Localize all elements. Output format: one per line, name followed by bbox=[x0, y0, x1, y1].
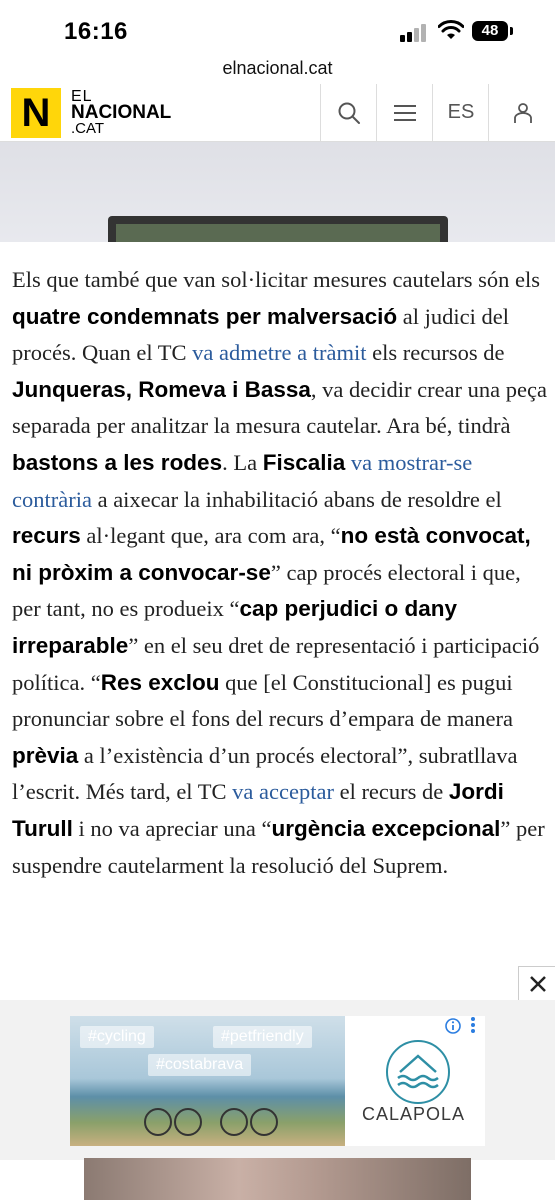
battery-icon bbox=[510, 27, 513, 35]
article-paragraph bbox=[12, 262, 552, 884]
menu-button[interactable] bbox=[376, 84, 433, 141]
article-text: ” per suspendre cautelarment la resolució del Suprem. bbox=[12, 815, 545, 878]
ad-banner[interactable] bbox=[70, 1016, 485, 1146]
article-text: al judici del procés. Quan el TC bbox=[12, 303, 509, 366]
status-bar bbox=[0, 0, 555, 54]
article-link[interactable]: va admetre a tràmit bbox=[192, 340, 367, 366]
article-bold-text: Res exclou bbox=[100, 669, 220, 695]
cellular-signal-icon bbox=[400, 24, 430, 42]
bicycle-wheel-icon bbox=[174, 1108, 202, 1136]
ad-options-icon[interactable] bbox=[470, 1016, 476, 1034]
article-bold-text: Jordi Turull bbox=[12, 779, 504, 841]
logo-line-nacional: NACIONAL bbox=[71, 102, 172, 123]
article-bold-text: Fiscalia bbox=[262, 449, 346, 475]
bicycle-wheel-icon bbox=[220, 1108, 248, 1136]
article-text: els recursos de bbox=[366, 340, 505, 366]
article-text: i no va apreciar una “ bbox=[72, 815, 272, 841]
ad-tag-cycling: #cycling bbox=[80, 1026, 154, 1048]
article-text: . La bbox=[222, 449, 263, 475]
article-text: ” cap procés electoral i que, per tant, no es produeix “ bbox=[12, 559, 521, 622]
article-link[interactable]: va mostrar-se contrària bbox=[12, 449, 473, 512]
ad-banner-area bbox=[0, 1000, 555, 1160]
bicycle-wheel-icon bbox=[250, 1108, 278, 1136]
user-button[interactable] bbox=[488, 84, 555, 141]
article-bold-text: Junqueras, Romeva i Bassa bbox=[12, 376, 311, 402]
article-text: a l’existència d’un procés electoral”, subratllava l’escrit. Més tard, el TC bbox=[12, 742, 518, 805]
ad-tag-costabrava: #costabrava bbox=[148, 1054, 251, 1076]
ad-close-button[interactable] bbox=[518, 966, 555, 1002]
ad-tag-petfriendly: #petfriendly bbox=[213, 1026, 312, 1048]
site-logo-text[interactable] bbox=[71, 89, 171, 137]
close-icon bbox=[529, 975, 547, 993]
ad-brand-name: CALAPOLA bbox=[362, 1104, 466, 1124]
calapola-logo-icon bbox=[386, 1040, 450, 1104]
search-button[interactable] bbox=[320, 84, 377, 141]
article-bold-text: prèvia bbox=[12, 742, 79, 768]
article-text: , va decidir crear una peça separada per analitzar la mesura cautelar. Ara bé, tindrà bbox=[12, 376, 547, 439]
info-icon[interactable] bbox=[445, 1018, 461, 1034]
language-button[interactable] bbox=[432, 84, 489, 141]
article-bold-text: quatre condemnats per malversació bbox=[12, 303, 398, 329]
article-bold-text: bastons a les rodes bbox=[12, 449, 223, 475]
article-bold-text: recurs bbox=[12, 523, 81, 549]
article-hero-image bbox=[0, 142, 555, 242]
battery-level: 48 bbox=[472, 21, 508, 41]
article-text: al·legant que, ara com ara, “ bbox=[80, 523, 341, 549]
site-header bbox=[0, 84, 555, 142]
article-bold-text: cap perjudici o dany irreparable bbox=[12, 596, 457, 658]
wifi-icon bbox=[438, 20, 464, 40]
search-icon bbox=[337, 101, 361, 125]
article-text: a aixecar la inhabilitació abans de resoldre el bbox=[91, 486, 502, 512]
article-body bbox=[12, 262, 552, 884]
bicycle-wheel-icon bbox=[144, 1108, 172, 1136]
article-text: que [el Constitucional] es pugui pronunciar sobre el fons del recurs d’empara de manera bbox=[12, 669, 514, 732]
menu-icon bbox=[393, 103, 417, 123]
status-time: 16:16 bbox=[64, 18, 128, 45]
logo-line-el: EL bbox=[71, 88, 93, 105]
logo-line-cat: .CAT bbox=[71, 120, 105, 137]
user-icon bbox=[513, 102, 533, 124]
laptop-image bbox=[108, 216, 448, 242]
language-label: ES bbox=[447, 101, 475, 123]
site-logo-mark[interactable]: N bbox=[11, 88, 61, 138]
ad-image[interactable] bbox=[70, 1016, 345, 1146]
article-text: ” en el seu dret de representació i participació política. “ bbox=[12, 632, 540, 695]
browser-url[interactable]: elnacional.cat bbox=[222, 58, 333, 78]
article-bold-text: urgència excepcional bbox=[271, 815, 501, 841]
article-bold-text: no està convocat, ni pròxim a convocar-se bbox=[12, 523, 531, 585]
next-article-image bbox=[84, 1158, 471, 1200]
article-link[interactable]: va acceptar bbox=[232, 779, 334, 805]
article-text: el recurs de bbox=[333, 779, 449, 805]
article-text: Els que també que van sol·licitar mesures cautelars són els bbox=[12, 267, 540, 292]
